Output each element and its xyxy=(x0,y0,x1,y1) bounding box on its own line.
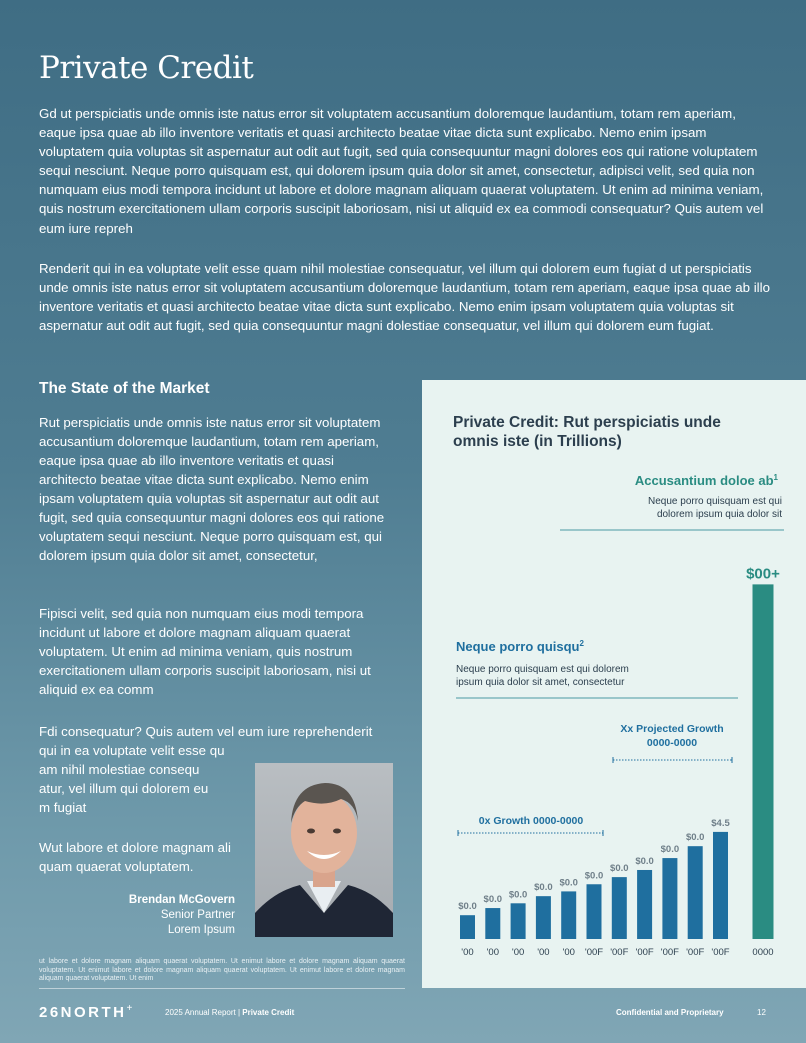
bar xyxy=(587,884,602,939)
bar xyxy=(753,584,774,939)
bar xyxy=(688,846,703,939)
bar-value-label: $0.0 xyxy=(635,855,654,867)
bar-value-label: $0.0 xyxy=(534,882,553,894)
footnote: ut labore et dolore magnam aliquam quaerat voluptatem. Ut enimut labore et dolore magnam aliquam quaerat voluptatem. Ut enimut labore et dolore magnam aliquam quaerat voluptatem. Ut enimut labore et dolore magnam aliquam quaerat voluptatem. Ut enim xyxy=(39,958,405,982)
x-tick-label: '00F xyxy=(635,947,654,958)
bar-value-label: $0.0 xyxy=(685,832,705,844)
annotation-top-text-1: Neque porro quisquam est qui xyxy=(648,496,782,507)
column-paragraph-4: Wut labore et dolore magnam ali quam quaerat voluptatem. xyxy=(39,840,231,874)
x-tick-label: '00F xyxy=(711,947,730,958)
page-number: 12 xyxy=(757,1008,766,1017)
intro-paragraph-2: Renderit qui in ea voluptate velit esse quam nihil molestiae consequatur, vel illum qui dolorem eum fugiat d ut perspiciatis unde omnis iste natus error sit voluptatem accusantium doloremque laudantium, totam rem aperiam, eaque ipsa quae ab illo inventore veritatis et quasi architecto beatae vitae dicta sunt explicabo. Nemo enim ipsam voluptatem quia voluptas sit aspernatur aut odit aut fugit, sed quia consequuntur magni dolestiae consequatur, vel illum qui dolorem eum fugiat. xyxy=(39,261,770,334)
chart-title-line-2: omnis iste (in Trillions) xyxy=(453,433,622,450)
x-tick-label: '00F xyxy=(686,947,705,958)
confidential-label: Confidential and Proprietary xyxy=(616,1008,724,1017)
column-paragraph-1: Rut perspiciatis unde omnis iste natus error sit voluptatem accusantium doloremque laudantium, totam rem aperiam, eaque ipsa quae ab illo inventore veritatis et quasi architecto beatae vitae dicta sunt explicabo. Nemo enim ipsam voluptatem quia voluptas sit aspernatur aut odit aut fugit, sed quia consequuntur magni dolores eos qui ratione voluptatem sequi nesciunt. Neque porro quisquam est, qui dolorem ipsum quia dolor sit amet, consectetur, xyxy=(39,415,385,563)
footnote-divider xyxy=(39,988,405,989)
section-heading: The State of the Market xyxy=(39,380,210,397)
bar-value-label: $4.5 xyxy=(711,817,730,829)
page-title: Private Credit xyxy=(39,50,254,86)
chart-panel xyxy=(422,380,806,988)
column-paragraph-3-line: am nihil molestiae consequ xyxy=(39,762,200,777)
column-paragraph-3-line: atur, vel illum qui dolorem eu xyxy=(39,781,209,796)
bar xyxy=(460,915,475,939)
bar xyxy=(662,858,677,939)
x-tick-label: '00F xyxy=(610,947,629,958)
report-prefix: 2025 Annual Report | xyxy=(165,1008,243,1017)
annotation-mid-text-2: ipsum quia dolor sit amet, consectetur xyxy=(456,677,625,688)
company-logo xyxy=(39,1003,135,1021)
bar-value-label: $0.0 xyxy=(584,870,604,882)
bar-chart xyxy=(422,380,806,988)
portrait-illustration xyxy=(255,763,393,937)
x-tick-label: '00F xyxy=(584,947,604,958)
x-tick-label: '00 xyxy=(562,947,575,958)
column-paragraph-3-line: m fugiat xyxy=(39,800,87,815)
person-role: Senior Partner xyxy=(160,909,235,921)
bar-value-label: $0.0 xyxy=(483,894,503,906)
report-label xyxy=(165,1008,294,1017)
x-tick-label: '00 xyxy=(511,947,525,958)
x-tick-label: '00F xyxy=(660,947,679,958)
bar xyxy=(485,908,500,939)
logo-mark: + xyxy=(126,1003,135,1014)
bar-value-label: $0.0 xyxy=(559,877,578,889)
bar-value-label: $0.0 xyxy=(508,889,528,901)
annotation-mid-heading: Neque porro quisqu$^2$ xyxy=(456,639,584,654)
bar-value-label: $0.0 xyxy=(458,901,477,913)
report-name: Private Credit xyxy=(242,1008,295,1017)
annotation-mid-text-1: Neque porro quisquam est qui dolorem xyxy=(456,664,629,675)
intro-paragraph-1: Gd ut perspiciatis unde omnis iste natus error sit voluptatem accusantium doloremque laudantium, totam rem aperiam, eaque ipsa quae ab illo inventore veritatis et quasi architecto beatae vitae dicta sunt explicabo. Nemo enim ipsam voluptatem quia voluptas sit aspernatur aut odit aut fugit, sed quia consequuntur magni dolores eos qui ratione voluptatem sequi nesciunt. Neque porro quisquam est, qui dolorem ipsum quia dolor sit amet, consectetur, adipisci velit, sed quia non numquam eius modi tempora incidunt ut labore et dolore magnam aliquam quaerat voluptatem. Ut enim ad minima veniam, quis nostrum exercitationem ullam corporis suscipit laboriosam, nisi ut aliquid ex ea commodi consequatur? Quis autem vel eum iure repreh xyxy=(39,106,764,236)
bar-value-label: $0.0 xyxy=(610,863,629,875)
x-tick-label: 0000 xyxy=(752,947,774,958)
annotation-top-text-2: dolorem ipsum quia dolor sit xyxy=(656,509,782,520)
x-tick-label: '00 xyxy=(486,947,499,958)
person-name: Brendan McGovern xyxy=(128,894,235,906)
chart-title-line-1: Private Credit: Rut perspiciatis unde xyxy=(453,414,721,431)
x-tick-label: '00 xyxy=(461,947,474,958)
logo-text: 26NORTH xyxy=(39,1004,127,1021)
bar xyxy=(637,870,652,939)
bar xyxy=(536,896,551,939)
bar xyxy=(713,832,728,939)
bar xyxy=(612,877,627,939)
column-paragraph-3-line: Fdi consequatur? Quis autem vel eum iure reprehenderit xyxy=(39,724,373,739)
column-paragraph-3-line: qui in ea voluptate velit esse qu xyxy=(39,743,225,758)
column-paragraph-2: Fipisci velit, sed quia non numquam eius modi tempora incidunt ut labore et dolore magnam aliquam quaerat voluptatem. Ut enim ad minima veniam, quis nostrum exercitationem ullam corporis suscipit laboriosam, nisi ut aliquid ex ea comm xyxy=(39,606,371,697)
growth-label: 0x Growth 0000-0000 xyxy=(478,815,584,827)
person-photo xyxy=(255,763,393,937)
x-tick-label: '00 xyxy=(537,947,550,958)
projected-growth-label-2: 0000-0000 xyxy=(646,737,698,749)
projected-growth-label-1: Xx Projected Growth xyxy=(620,723,724,735)
bar xyxy=(511,903,526,939)
bar-value-label: $0.0 xyxy=(660,844,680,856)
bar-value-label: $00+ xyxy=(746,565,780,583)
bar xyxy=(561,891,576,939)
person-location: Lorem Ipsum xyxy=(167,924,235,936)
annotation-top-heading: Accusantium doloe $ab^1$ xyxy=(634,473,778,488)
